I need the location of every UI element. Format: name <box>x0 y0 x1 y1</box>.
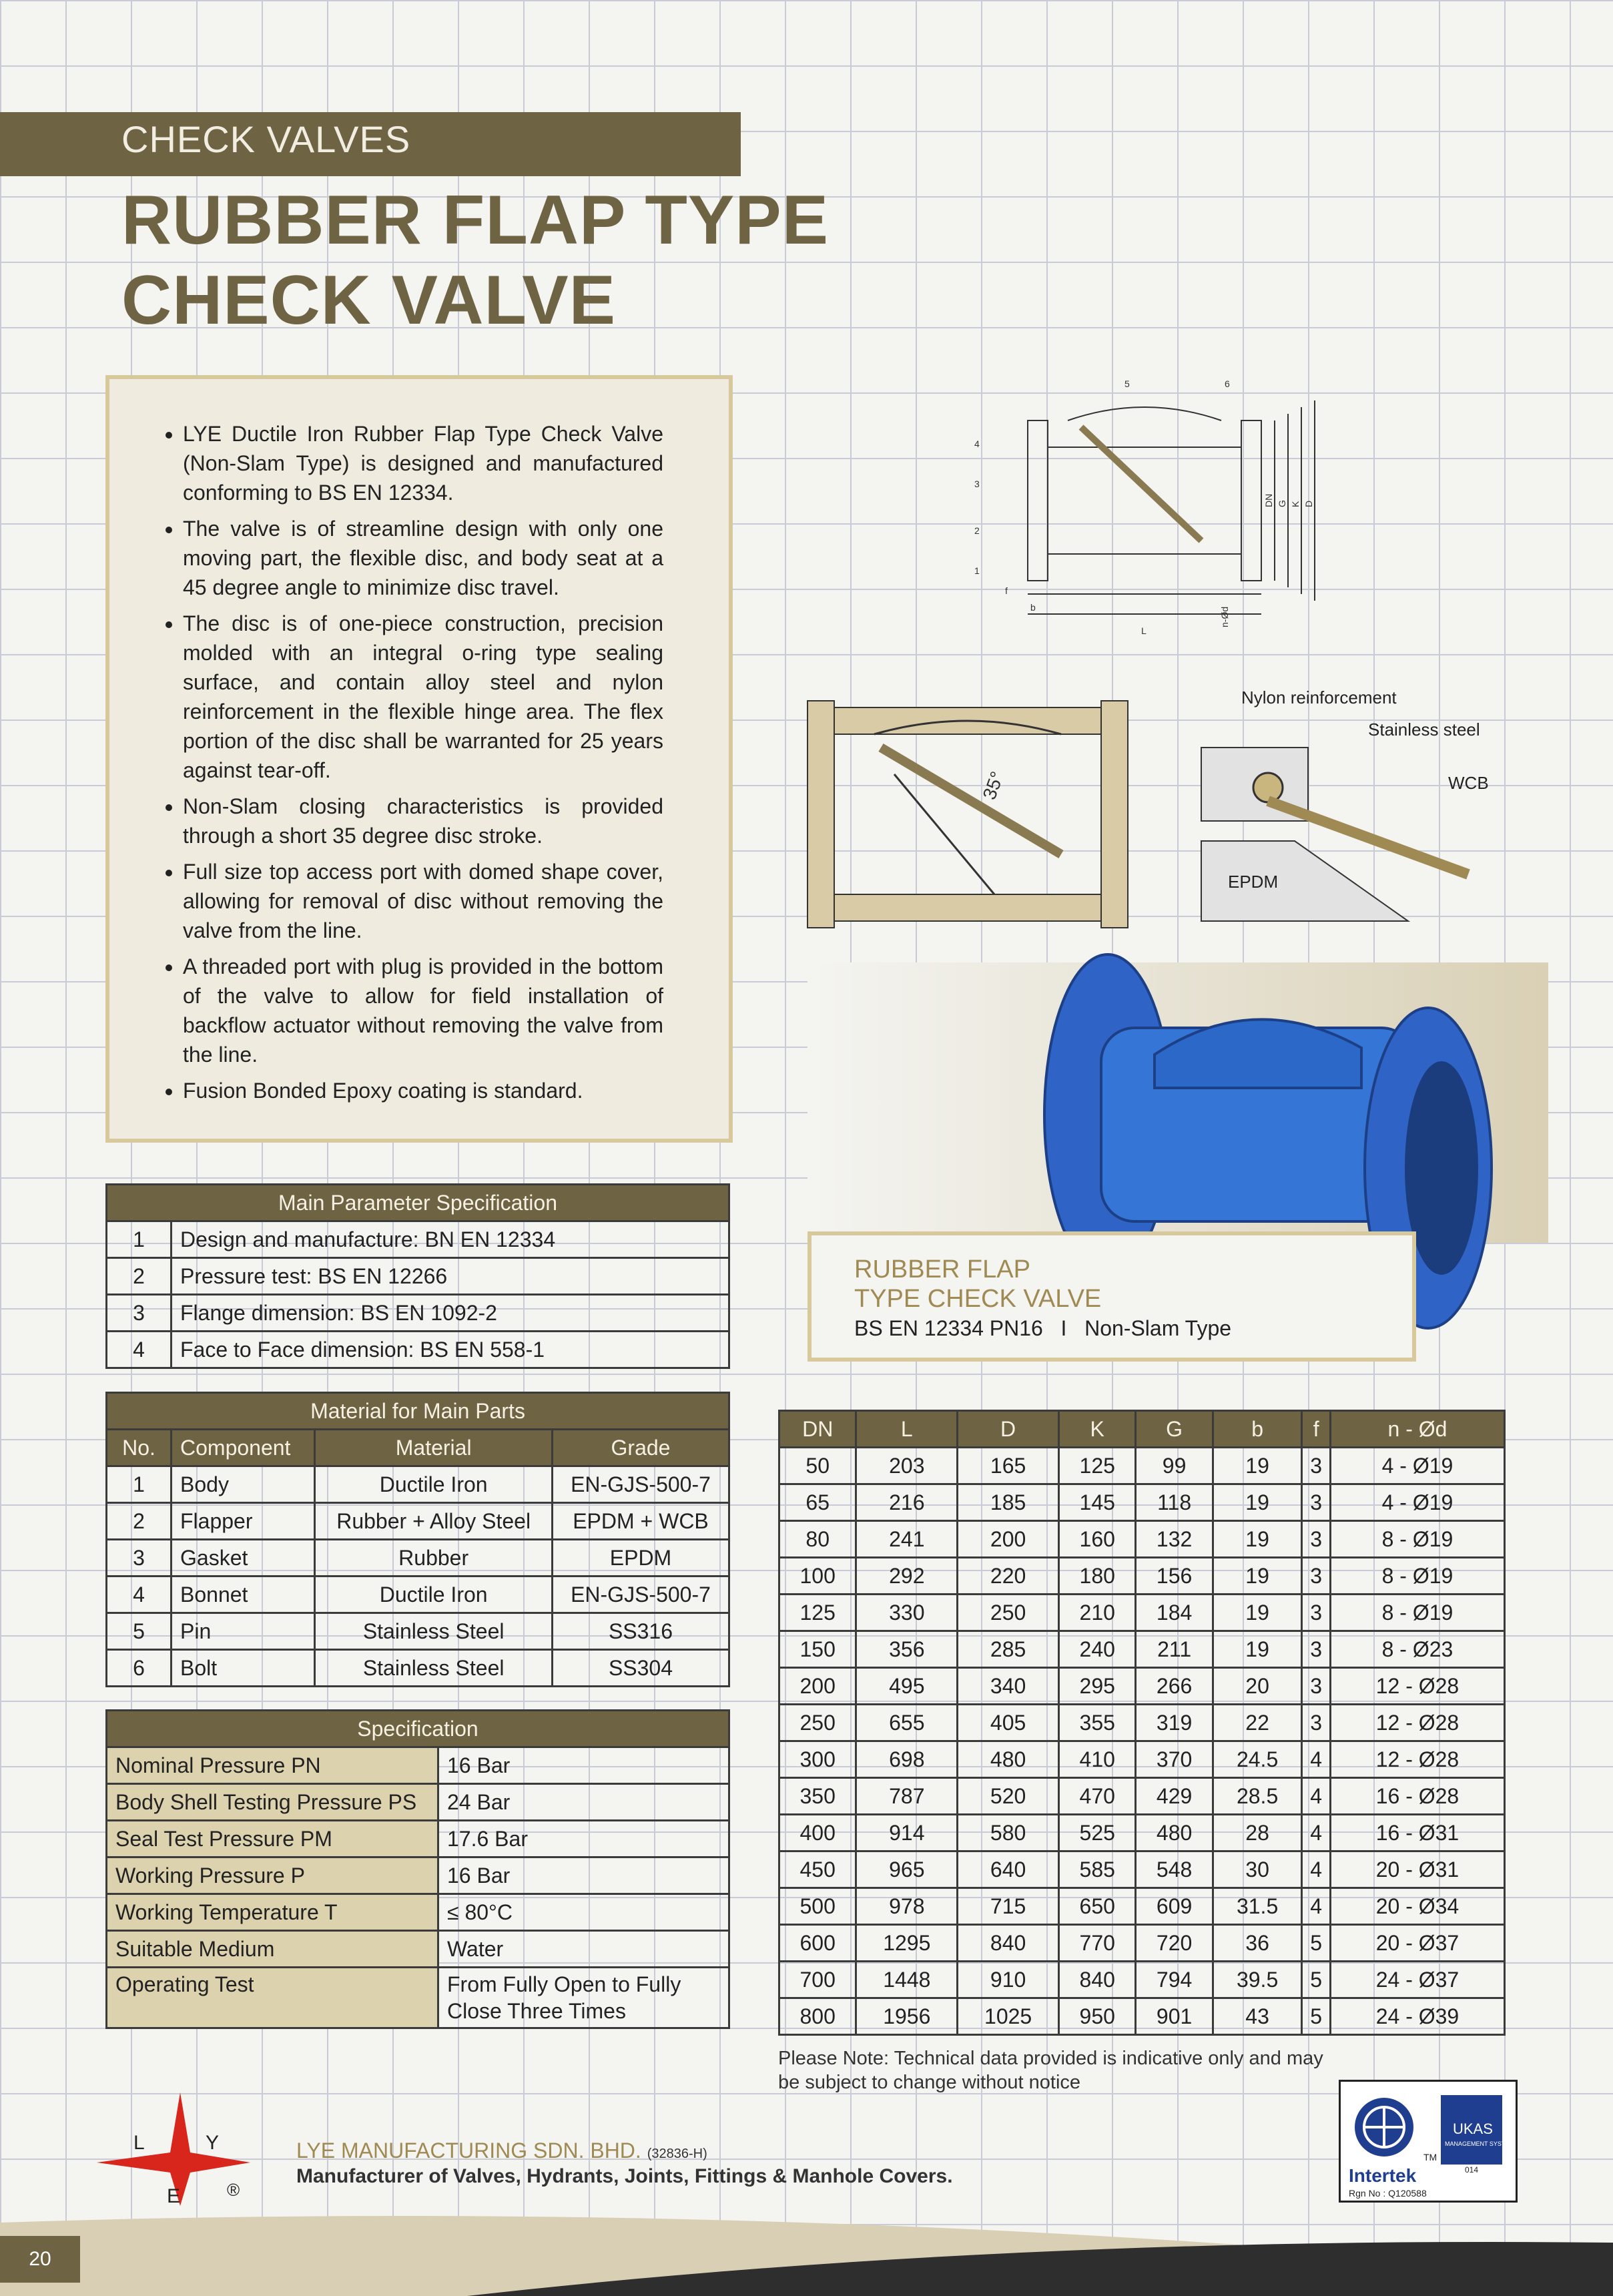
table-cell: 200 <box>958 1521 1059 1558</box>
dim-g-label: G <box>1277 500 1287 507</box>
table-cell: 165 <box>958 1448 1059 1484</box>
stainless-label: Stainless steel <box>1368 720 1480 740</box>
table-cell: 4 <box>1302 1741 1331 1778</box>
table-cell: 655 <box>856 1705 958 1741</box>
column-header: Grade <box>552 1430 729 1466</box>
table-row: Nominal Pressure PN 16 Bar <box>107 1747 729 1784</box>
table-row <box>779 1851 1505 1888</box>
table-cell: 12 - Ø28 <box>1330 1705 1504 1741</box>
table-row <box>779 1631 1505 1668</box>
table-cell: 19 <box>1213 1484 1302 1521</box>
table-cell: 203 <box>856 1448 958 1484</box>
table-row <box>779 1925 1505 1962</box>
table-cell: 700 <box>779 1962 856 1998</box>
table-cell: 16 - Ø28 <box>1330 1778 1504 1815</box>
table-cell: 340 <box>958 1668 1059 1705</box>
column-header: Material <box>315 1430 553 1466</box>
column-header: n - Ød <box>1330 1411 1504 1448</box>
feature-item: • Fusion Bonded Epoxy coating is standard. <box>183 1076 663 1105</box>
table-cell: 39.5 <box>1213 1962 1302 1998</box>
table-cell: 500 <box>779 1888 856 1925</box>
table-cell: 3 <box>1302 1595 1331 1631</box>
section-label: CHECK VALVES <box>121 118 411 160</box>
table-cell: 150 <box>779 1631 856 1668</box>
table-cell: 4 <box>1302 1851 1331 1888</box>
table-row: Working Temperature T ≤ 80°C <box>107 1894 729 1931</box>
table-cell: 100 <box>779 1558 856 1595</box>
table-row: 1 Body Ductile Iron EN-GJS-500-7 <box>107 1466 729 1503</box>
table-cell: 292 <box>856 1558 958 1595</box>
certification-badges <box>1339 2080 1518 2203</box>
product-caption-title <box>854 1255 1101 1314</box>
table-cell: 640 <box>958 1851 1059 1888</box>
table-cell: 300 <box>779 1741 856 1778</box>
table-cell: 3 <box>1302 1631 1331 1668</box>
table-cell: 319 <box>1136 1705 1213 1741</box>
table-cell: 400 <box>779 1815 856 1851</box>
table-cell: 1448 <box>856 1962 958 1998</box>
logo-letter-y: Y <box>206 2132 220 2154</box>
table-row <box>779 1998 1505 2035</box>
table-cell: 548 <box>1136 1851 1213 1888</box>
registration-number: Rgn No : Q120588 <box>1349 2188 1427 2199</box>
column-header: D <box>958 1411 1059 1448</box>
feature-list <box>109 379 729 1105</box>
product-caption-subtitle: BS EN 12334 PN16 I Non-Slam Type <box>854 1316 1232 1340</box>
table-cell: 241 <box>856 1521 958 1558</box>
part-6-label: 6 <box>1225 378 1230 389</box>
table-cell: 480 <box>1136 1815 1213 1851</box>
nylon-label: Nylon reinforcement <box>1241 687 1397 707</box>
column-header: DN <box>779 1411 856 1448</box>
table-cell: 160 <box>1059 1521 1136 1558</box>
column-header: No. <box>107 1430 172 1466</box>
table-cell: 405 <box>958 1705 1059 1741</box>
table-cell: 65 <box>779 1484 856 1521</box>
table-cell: 1956 <box>856 1998 958 2035</box>
table-cell: 266 <box>1136 1668 1213 1705</box>
table-row: 6 Bolt Stainless Steel SS304 <box>107 1650 729 1687</box>
table-cell: 20 <box>1213 1668 1302 1705</box>
column-header: G <box>1136 1411 1213 1448</box>
feature-item: • Full size top access port with domed shape cover, allowing for removal of disc without removing the valve from the line. <box>183 857 663 945</box>
title-line-1: RUBBER FLAP TYPE <box>121 182 829 259</box>
table-row: 4 Face to Face dimension: BS EN 558-1 <box>107 1332 729 1368</box>
table-cell: 185 <box>958 1484 1059 1521</box>
table-cell: 580 <box>958 1815 1059 1851</box>
table-cell: 118 <box>1136 1484 1213 1521</box>
table-cell: 495 <box>856 1668 958 1705</box>
table-cell: 4 <box>1302 1778 1331 1815</box>
table-cell: 250 <box>779 1705 856 1741</box>
table-cell: 24 - Ø37 <box>1330 1962 1504 1998</box>
table-cell: 20 - Ø37 <box>1330 1925 1504 1962</box>
table-row <box>779 1741 1505 1778</box>
table-cell: 4 <box>1302 1815 1331 1851</box>
valve-dimension-drawing <box>961 374 1361 654</box>
table-title: Main Parameter Specification <box>107 1185 729 1221</box>
table-row <box>779 1815 1505 1851</box>
table-cell: 5 <box>1302 1925 1331 1962</box>
table-cell: 50 <box>779 1448 856 1484</box>
table-cell: 609 <box>1136 1888 1213 1925</box>
table-cell: 910 <box>958 1962 1059 1998</box>
part-1-label: 1 <box>974 565 980 576</box>
main-parameter-table <box>105 1183 730 1369</box>
table-cell: 3 <box>1302 1484 1331 1521</box>
table-cell: 5 <box>1302 1962 1331 1998</box>
table-cell: 36 <box>1213 1925 1302 1962</box>
table-row <box>779 1484 1505 1521</box>
table-cell: 8 - Ø23 <box>1330 1631 1504 1668</box>
table-cell: 470 <box>1059 1778 1136 1815</box>
dimension-table <box>778 1410 1506 2036</box>
table-cell: 787 <box>856 1778 958 1815</box>
table-row: 1 Design and manufacture: BN EN 12334 <box>107 1221 729 1258</box>
table-row: 4 Bonnet Ductile Iron EN-GJS-500-7 <box>107 1576 729 1613</box>
table-cell: 19 <box>1213 1558 1302 1595</box>
table-cell: 28.5 <box>1213 1778 1302 1815</box>
table-cell: 520 <box>958 1778 1059 1815</box>
table-cell: 125 <box>1059 1448 1136 1484</box>
table-cell: 22 <box>1213 1705 1302 1741</box>
company-name-text: LYE MANUFACTURING SDN. BHD. <box>296 2138 641 2163</box>
table-cell: 19 <box>1213 1631 1302 1668</box>
table-cell: 216 <box>856 1484 958 1521</box>
feature-item: • Non-Slam closing characteristics is provided through a short 35 degree disc stroke. <box>183 792 663 850</box>
table-cell: 965 <box>856 1851 958 1888</box>
intertek-label: Intertek <box>1349 2165 1417 2186</box>
table-cell: 585 <box>1059 1851 1136 1888</box>
table-cell: 19 <box>1213 1521 1302 1558</box>
table-cell: 211 <box>1136 1631 1213 1668</box>
table-cell: 4 - Ø19 <box>1330 1484 1504 1521</box>
table-cell: 370 <box>1136 1741 1213 1778</box>
dimension-table-body <box>779 1448 1505 2035</box>
dim-l-label: L <box>1141 625 1147 636</box>
dim-f-label: f <box>1005 585 1008 596</box>
table-row <box>779 1558 1505 1595</box>
ukas-sub-label: MANAGEMENT SYSTEMS <box>1445 2140 1516 2147</box>
table-cell: 5 <box>1302 1998 1331 2035</box>
table-row <box>779 1962 1505 1998</box>
table-row: Operating Test From Fully Open to Fully Close Three Times <box>107 1968 729 2028</box>
table-cell: 800 <box>779 1998 856 2035</box>
company-name <box>296 2138 707 2163</box>
table-cell: 3 <box>1302 1668 1331 1705</box>
epdm-label: EPDM <box>1228 872 1279 892</box>
dim-dn-label: DN <box>1263 493 1274 507</box>
tm-mark: TM <box>1423 2152 1437 2163</box>
ukas-label: UKAS <box>1453 2120 1493 2137</box>
table-row: 3 Gasket Rubber EPDM <box>107 1540 729 1576</box>
table-cell: 901 <box>1136 1998 1213 2035</box>
table-row <box>779 1668 1505 1705</box>
table-cell: 600 <box>779 1925 856 1962</box>
intertek-ukas-logos <box>1341 2082 1516 2201</box>
table-title: Specification <box>107 1711 729 1747</box>
feature-item: • The valve is of streamline design with only one moving part, the flexible disc, and body seat at a 45 degree angle to minimize disc travel. <box>183 514 663 602</box>
table-cell: 80 <box>779 1521 856 1558</box>
table-cell: 99 <box>1136 1448 1213 1484</box>
table-row <box>779 1448 1505 1484</box>
column-header: Component <box>172 1430 315 1466</box>
logo-letter-l: L <box>133 2132 145 2154</box>
table-cell: 220 <box>958 1558 1059 1595</box>
table-cell: 24 - Ø39 <box>1330 1998 1504 2035</box>
wcb-label: WCB <box>1448 773 1489 793</box>
table-cell: 350 <box>779 1778 856 1815</box>
table-cell: 8 - Ø19 <box>1330 1521 1504 1558</box>
table-cell: 3 <box>1302 1521 1331 1558</box>
table-cell: 125 <box>779 1595 856 1631</box>
table-cell: 24.5 <box>1213 1741 1302 1778</box>
registered-mark: ® <box>227 2180 240 2200</box>
part-4-label: 4 <box>974 439 980 449</box>
dim-b-label: b <box>1030 602 1036 613</box>
table-cell: 210 <box>1059 1595 1136 1631</box>
table-cell: 770 <box>1059 1925 1136 1962</box>
part-3-label: 3 <box>974 479 980 489</box>
table-row: Suitable Medium Water <box>107 1931 729 1968</box>
column-header: L <box>856 1411 958 1448</box>
company-tagline: Manufacturer of Valves, Hydrants, Joints, Fittings & Manhole Covers. <box>296 2165 953 2187</box>
table-cell: 355 <box>1059 1705 1136 1741</box>
table-cell: 8 - Ø19 <box>1330 1558 1504 1595</box>
table-row: 2 Pressure test: BS EN 12266 <box>107 1258 729 1295</box>
table-title: Material for Main Parts <box>107 1393 729 1430</box>
table-cell: 698 <box>856 1741 958 1778</box>
caption-title-line-2: TYPE CHECK VALVE <box>854 1285 1102 1313</box>
table-cell: 12 - Ø28 <box>1330 1741 1504 1778</box>
page-number: 20 <box>0 2236 80 2283</box>
table-cell: 650 <box>1059 1888 1136 1925</box>
table-row: 2 Flapper Rubber + Alloy Steel EPDM + WCB <box>107 1503 729 1540</box>
table-cell: 840 <box>958 1925 1059 1962</box>
table-cell: 525 <box>1059 1815 1136 1851</box>
caption-title-line-1: RUBBER FLAP <box>854 1255 1030 1283</box>
table-cell: 914 <box>856 1815 958 1851</box>
feature-item: • LYE Ductile Iron Rubber Flap Type Check Valve (Non-Slam Type) is designed and manufactured conforming to BS EN 12334. <box>183 419 663 507</box>
title-line-2: CHECK VALVE <box>121 262 616 339</box>
materials-table <box>105 1392 730 1687</box>
disclaimer-note: Please Note: Technical data provided is indicative only and may be subject to change without notice <box>778 2048 1323 2093</box>
table-cell: 16 - Ø31 <box>1330 1815 1504 1851</box>
table-cell: 250 <box>958 1595 1059 1631</box>
table-cell: 978 <box>856 1888 958 1925</box>
table-cell: 1025 <box>958 1998 1059 2035</box>
table-cell: 200 <box>779 1668 856 1705</box>
table-cell: 4 - Ø19 <box>1330 1448 1504 1484</box>
column-header: K <box>1059 1411 1136 1448</box>
table-cell: 43 <box>1213 1998 1302 2035</box>
table-cell: 356 <box>856 1631 958 1668</box>
table-cell: 715 <box>958 1888 1059 1925</box>
valve-section-drawing <box>794 694 1141 941</box>
table-row: Working Pressure P 16 Bar <box>107 1857 729 1894</box>
disc-detail-drawing <box>1195 687 1502 928</box>
table-cell: 285 <box>958 1631 1059 1668</box>
table-cell: 3 <box>1302 1448 1331 1484</box>
table-cell: 720 <box>1136 1925 1213 1962</box>
table-cell: 1295 <box>856 1925 958 1962</box>
table-cell: 840 <box>1059 1962 1136 1998</box>
table-row <box>779 1888 1505 1925</box>
table-row: 3 Flange dimension: BS EN 1092-2 <box>107 1295 729 1332</box>
table-cell: 429 <box>1136 1778 1213 1815</box>
logo-letter-e: E <box>167 2185 181 2207</box>
table-row <box>779 1521 1505 1558</box>
table-cell: 145 <box>1059 1484 1136 1521</box>
table-cell: 132 <box>1136 1521 1213 1558</box>
table-cell: 410 <box>1059 1741 1136 1778</box>
dim-d-label: D <box>1303 500 1314 507</box>
table-cell: 31.5 <box>1213 1888 1302 1925</box>
table-cell: 8 - Ø19 <box>1330 1595 1504 1631</box>
table-row: Body Shell Testing Pressure PS 24 Bar <box>107 1784 729 1821</box>
table-cell: 450 <box>779 1851 856 1888</box>
table-cell: 794 <box>1136 1962 1213 1998</box>
part-2-label: 2 <box>974 525 980 536</box>
column-header: f <box>1302 1411 1331 1448</box>
table-cell: 184 <box>1136 1595 1213 1631</box>
table-cell: 156 <box>1136 1558 1213 1595</box>
table-cell: 12 - Ø28 <box>1330 1668 1504 1705</box>
table-cell: 180 <box>1059 1558 1136 1595</box>
table-cell: 3 <box>1302 1705 1331 1741</box>
table-cell: 4 <box>1302 1888 1331 1925</box>
table-row <box>779 1595 1505 1631</box>
table-cell: 19 <box>1213 1448 1302 1484</box>
dim-k-label: K <box>1290 501 1301 507</box>
table-cell: 330 <box>856 1595 958 1631</box>
ukas-number: 014 <box>1465 2165 1479 2175</box>
part-5-label: 5 <box>1124 378 1130 389</box>
table-cell: 295 <box>1059 1668 1136 1705</box>
page-title <box>121 180 829 340</box>
table-row <box>779 1778 1505 1815</box>
table-row: 5 Pin Stainless Steel SS316 <box>107 1613 729 1650</box>
table-cell: 480 <box>958 1741 1059 1778</box>
dim-nd-label: n-Ød <box>1219 606 1230 627</box>
table-row <box>779 1705 1505 1741</box>
specification-table <box>105 1709 730 2029</box>
table-cell: 240 <box>1059 1631 1136 1668</box>
table-cell: 30 <box>1213 1851 1302 1888</box>
table-cell: 28 <box>1213 1815 1302 1851</box>
table-cell: 20 - Ø34 <box>1330 1888 1504 1925</box>
feature-item: • The disc is of one-piece construction, precision molded with an integral o-ring type sealing surface, and contain alloy steel and nylon reinforcement in the flexible hinge area. The flex portion of the disc shall be warranted for 25 years against tear-off. <box>183 609 663 785</box>
feature-item: • A threaded port with plug is provided in the bottom of the valve to allow for field installation of backflow actuator without removing the valve from the line. <box>183 952 663 1069</box>
company-reg-number: (32836-H) <box>647 2146 707 2161</box>
angle-label: 35° <box>978 768 1008 803</box>
description-box <box>105 375 733 1143</box>
table-cell: 20 - Ø31 <box>1330 1851 1504 1888</box>
table-row: Seal Test Pressure PM 17.6 Bar <box>107 1821 729 1857</box>
table-cell: 19 <box>1213 1595 1302 1631</box>
table-cell: 950 <box>1059 1998 1136 2035</box>
table-cell: 3 <box>1302 1558 1331 1595</box>
column-header: b <box>1213 1411 1302 1448</box>
